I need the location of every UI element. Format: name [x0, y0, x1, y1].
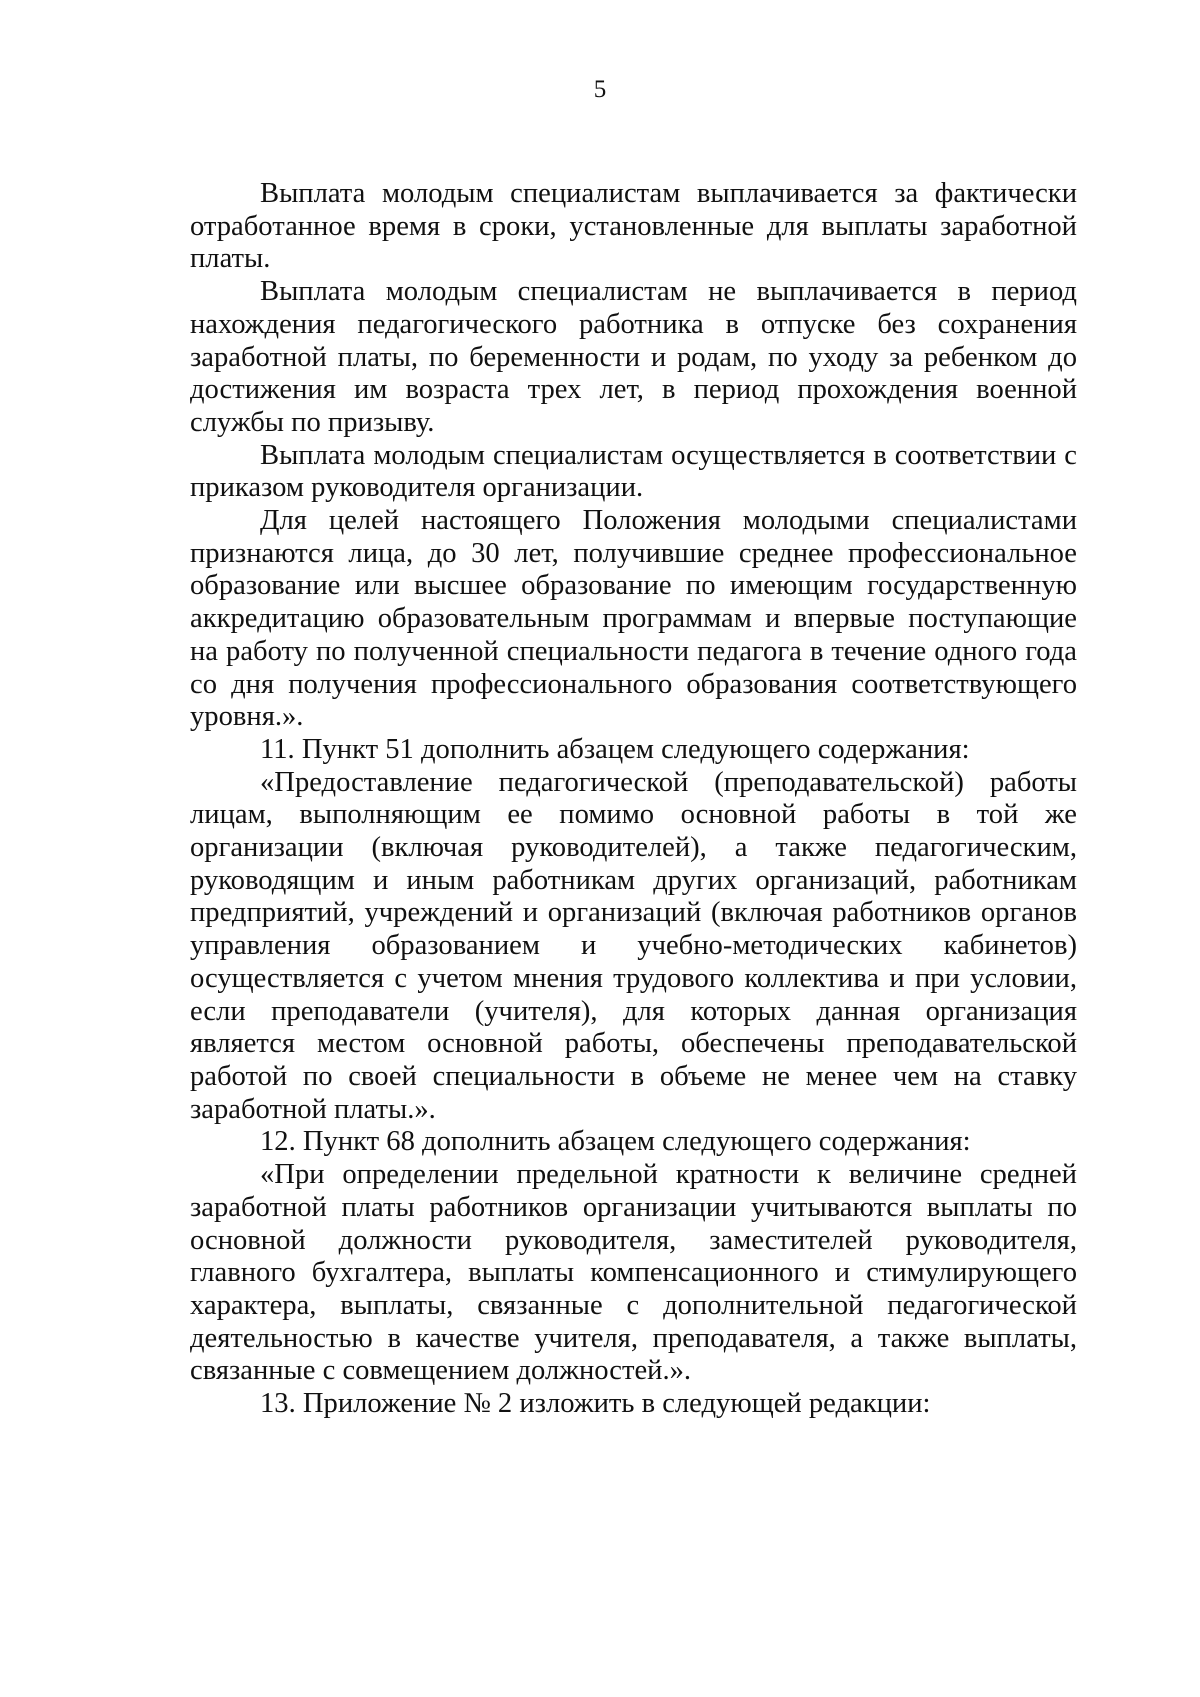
paragraph-payment-timing: Выплата молодым специалистам выплачивается за фактически отработанное время в сроки, установленные для выплаты заработной платы. — [190, 178, 1077, 275]
document-body — [190, 178, 1077, 1421]
paragraph-payment-order: Выплата молодым специалистам осуществляется в соответствии с приказом руководителя организации. — [190, 439, 1077, 504]
paragraph-item-11-text: «Предоставление педагогической (преподавательской) работы лицам, выполняющим ее помимо основной работы в той же организации (включая руководителей), а также педагогическим, руководящим и иным работникам других организаций, работникам предприятий, учреждений и организаций (включая работников органов управления образованием и учебно-методических кабинетов) осуществляется с учетом мнения трудового коллектива и при условии, если преподаватели (учителя), для которых данная организация является местом основной работы, обеспечены преподавательской работой по своей специальности в объеме не менее чем на ставку заработной платы.». — [190, 766, 1077, 1125]
page-number: 5 — [593, 76, 607, 103]
paragraph-young-specialist-definition: Для целей настоящего Положения молодыми специалистами признаются лица, до 30 лет, получившие среднее профессиональное образование или высшее образование по имеющим государственную аккредитацию образовательным программам и впервые поступающие на работу по полученной специальности педагога в течение одного года со дня получения профессионального образования соответствующего уровня.». — [190, 505, 1077, 733]
paragraph-item-12-text: «При определении предельной кратности к величине средней заработной платы работников организации учитываются выплаты по основной должности руководителя, заместителей руководителя, главного бухгалтера, выплаты компенсационного и стимулирующего характера, выплаты, связанные с дополнительной педагогической деятельностью в качестве учителя, преподавателя, а также выплаты, связанные с совмещением должностей.». — [190, 1159, 1077, 1387]
paragraph-item-13: 13. Приложение № 2 изложить в следующей редакции: — [260, 1388, 931, 1420]
paragraph-payment-exclusions: Выплата молодым специалистам не выплачивается в период нахождения педагогического работника в отпуске без сохранения заработной платы, по беременности и родам, по уходу за ребенком до достижения им возраста трех лет, в период прохождения военной службы по призыву. — [190, 276, 1077, 438]
paragraph-item-12: 12. Пункт 68 дополнить абзацем следующего содержания: — [260, 1126, 971, 1158]
paragraph-item-11: 11. Пункт 51 дополнить абзацем следующего содержания: — [260, 733, 970, 765]
